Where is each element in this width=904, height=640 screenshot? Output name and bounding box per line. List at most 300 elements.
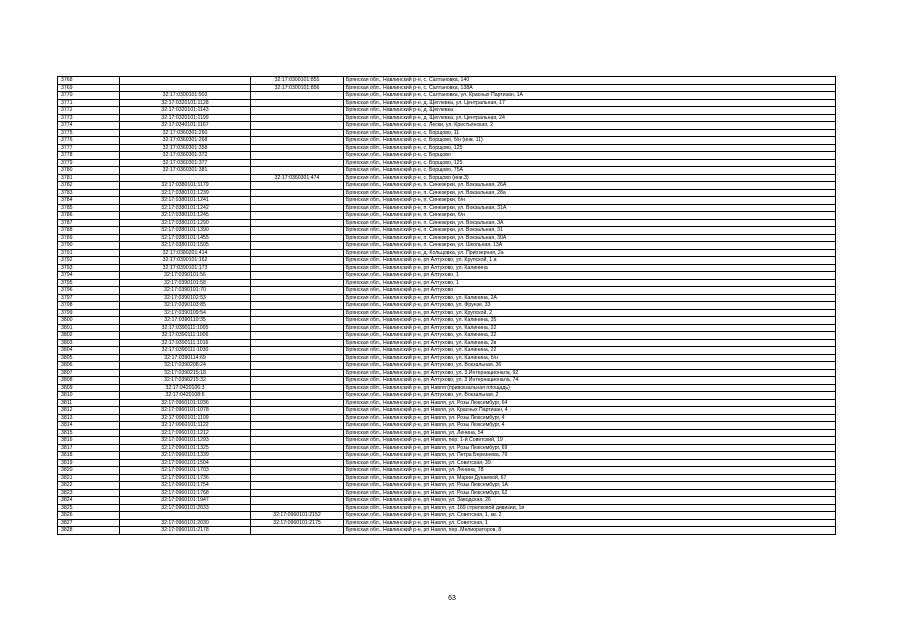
- related-cadastral-number-cell: [251, 272, 344, 280]
- table-row: [58, 122, 836, 130]
- cadastral-number-cell: 32:17:0420106:3: [120, 384, 251, 392]
- related-cadastral-number-cell: [251, 362, 344, 370]
- related-cadastral-number-cell: 32:17:0300101:856: [251, 84, 344, 92]
- table-row: [58, 377, 836, 385]
- address-cell: Брянская обл., Навлинский р-н, п. Синезерки, ул. Вокзальная, 30А: [344, 234, 836, 242]
- cadastral-number-cell: 32:17:0960101:1754: [120, 482, 251, 490]
- row-number-cell: 3826: [58, 512, 120, 520]
- cadastral-number-cell: 32:17:0390102:53: [120, 294, 251, 302]
- address-cell: Брянская обл., Навлинский р-н, рп Алтухово, ул. Калинина, 2А: [344, 294, 836, 302]
- address-cell: Брянская обл., Навлинский р-н, п. Синезерки, ул. Вокзальная, 26А: [344, 182, 836, 190]
- table-row: [58, 474, 836, 482]
- table-row: [58, 99, 836, 107]
- row-number-cell: 3796: [58, 287, 120, 295]
- cadastral-number-cell: 32:17:0380201:414: [120, 249, 251, 257]
- related-cadastral-number-cell: [251, 444, 344, 452]
- table-row: [58, 159, 836, 167]
- related-cadastral-number-cell: 32:17:0300101:855: [251, 77, 344, 85]
- address-cell: Брянская обл., Навлинский р-н, с. Салтановка, 138А: [344, 84, 836, 92]
- address-cell: Брянская обл., Навлинский р-н, рп Навля, ул. Розы Люксембург, 69: [344, 444, 836, 452]
- row-number-cell: 3784: [58, 197, 120, 205]
- cadastral-number-cell: 32:17:0390111:1005: [120, 324, 251, 332]
- related-cadastral-number-cell: [251, 122, 344, 130]
- cadastral-number-cell: 32:17:0960101:1504: [120, 459, 251, 467]
- cadastral-number-cell: 32:17:0360301:260: [120, 129, 251, 137]
- cadastral-number-cell: 32:17:0380101:1241: [120, 197, 251, 205]
- table-row: [58, 422, 836, 430]
- address-cell: Брянская обл., Навлинский р-н, п. Синезерки, ул. Вокзальная, 31А: [344, 204, 836, 212]
- cadastral-number-cell: 32:17:0390215:18: [120, 369, 251, 377]
- row-number-cell: 3824: [58, 497, 120, 505]
- table-row: [58, 399, 836, 407]
- table-row: [58, 264, 836, 272]
- cadastral-number-cell: 32:17:0390101:70: [120, 287, 251, 295]
- address-cell: Брянская обл., Навлинский р-н, рп Навля, ул. Розы Люксембург, 1А: [344, 482, 836, 490]
- related-cadastral-number-cell: [251, 459, 344, 467]
- row-number-cell: 3803: [58, 339, 120, 347]
- row-number-cell: 3819: [58, 459, 120, 467]
- row-number-cell: 3801: [58, 324, 120, 332]
- table-row: [58, 219, 836, 227]
- row-number-cell: 3818: [58, 452, 120, 460]
- row-number-cell: 3782: [58, 182, 120, 190]
- address-cell: Брянская обл., Навлинский р-н, рп Навля, ул. Заводская, 26: [344, 497, 836, 505]
- table-row: [58, 249, 836, 257]
- address-cell: Брянская обл., Навлинский р-н, рп Алтухово, ул. Вокзальная, 2: [344, 392, 836, 400]
- table-row: [58, 497, 836, 505]
- cadastral-number-cell: 32:17:0420108:6: [120, 392, 251, 400]
- cadastral-number-cell: 32:17:0960101:1768: [120, 489, 251, 497]
- address-cell: Брянская обл., Навлинский р-н, п. Синезерки, ул. Вокзальная, 28а: [344, 189, 836, 197]
- address-cell: Брянская обл., Навлинский р-н, с. Борщово, 125: [344, 159, 836, 167]
- related-cadastral-number-cell: [251, 302, 344, 310]
- related-cadastral-number-cell: 32:17:0960101:2152: [251, 512, 344, 520]
- row-number-cell: 3813: [58, 414, 120, 422]
- row-number-cell: 3811: [58, 399, 120, 407]
- address-cell: Брянская обл., Навлинский р-н, рп Навля, ул. Розы Люксембург, 4: [344, 414, 836, 422]
- table-row: [58, 392, 836, 400]
- cadastral-number-cell: 32:17:0380101:1455: [120, 234, 251, 242]
- address-cell: Брянская обл., Навлинский р-н, рп Алтухово, ул. Калинина, 22: [344, 324, 836, 332]
- address-cell: Брянская обл., Навлинский р-н, рп Навля, ул. Советская, 39: [344, 459, 836, 467]
- table-row: [58, 174, 836, 182]
- table-row: [58, 482, 836, 490]
- address-cell: Брянская обл., Навлинский р-н, с. Салтановка, 140: [344, 77, 836, 85]
- related-cadastral-number-cell: [251, 287, 344, 295]
- table-row: [58, 332, 836, 340]
- related-cadastral-number-cell: [251, 324, 344, 332]
- table-row: [58, 167, 836, 175]
- related-cadastral-number-cell: [251, 452, 344, 460]
- cadastral-number-cell: 32:17:0960101:1947: [120, 497, 251, 505]
- cadastral-number-cell: [120, 77, 251, 85]
- cadastral-number-cell: 32:17:0380101:1242: [120, 204, 251, 212]
- related-cadastral-number-cell: 32:17:0360301:474: [251, 174, 344, 182]
- cadastral-number-cell: 32:17:0380101:1505: [120, 242, 251, 250]
- cadastral-number-cell: 32:17:0390208:24: [120, 362, 251, 370]
- address-cell: Брянская обл., Навлинский р-н, рп Алтухово, ул. Вокзальная, 36: [344, 362, 836, 370]
- address-cell: Брянская обл., Навлинский р-н, рп Алтухово, ул. Крупской, 1 а: [344, 257, 836, 265]
- related-cadastral-number-cell: [251, 294, 344, 302]
- related-cadastral-number-cell: [251, 197, 344, 205]
- row-number-cell: 3780: [58, 167, 120, 175]
- cadastral-number-cell: 32:17:0380101:1239: [120, 189, 251, 197]
- cadastral-number-cell: 32:17:0960101:2030: [120, 519, 251, 527]
- table-row: [58, 519, 836, 527]
- address-cell: Брянская обл., Навлинский р-н, с. Борщово, 11: [344, 129, 836, 137]
- table-row: [58, 362, 836, 370]
- related-cadastral-number-cell: [251, 489, 344, 497]
- row-number-cell: 3807: [58, 369, 120, 377]
- related-cadastral-number-cell: [251, 437, 344, 445]
- row-number-cell: 3776: [58, 137, 120, 145]
- row-number-cell: 3798: [58, 302, 120, 310]
- cadastral-number-cell: 32:17:0960101:1339: [120, 452, 251, 460]
- table-row: [58, 407, 836, 415]
- address-cell: Брянская обл., Навлинский р-н, д. Щеглевка, ул. Центральная, 24: [344, 114, 836, 122]
- row-number-cell: 3775: [58, 129, 120, 137]
- table-row: [58, 234, 836, 242]
- row-number-cell: 3773: [58, 114, 120, 122]
- cadastral-number-cell: 32:17:0360301:377: [120, 159, 251, 167]
- related-cadastral-number-cell: [251, 107, 344, 115]
- cadastral-number-cell: 32:17:0390101:56: [120, 272, 251, 280]
- table-row: [58, 347, 836, 355]
- table-row: [58, 294, 836, 302]
- table-row: [58, 504, 836, 512]
- row-number-cell: 3795: [58, 279, 120, 287]
- row-number-cell: 3816: [58, 437, 120, 445]
- cadastral-number-cell: 32:17:0300101:903: [120, 92, 251, 100]
- table-row: [58, 527, 836, 535]
- row-number-cell: 3793: [58, 264, 120, 272]
- address-cell: Брянская обл., Навлинский р-н, п. Синезерки, ул. Вокзальная, 3А: [344, 219, 836, 227]
- table-row: [58, 489, 836, 497]
- row-number-cell: 3802: [58, 332, 120, 340]
- related-cadastral-number-cell: [251, 369, 344, 377]
- page-number: 63: [448, 595, 456, 602]
- cadastral-number-cell: 32:17:0390103:85: [120, 302, 251, 310]
- table-row: [58, 459, 836, 467]
- cadastral-number-cell: 32:17:0320101:1128: [120, 99, 251, 107]
- address-cell: Брянская обл., Навлинский р-н, п. Синезерки, ул. Вокзальная, 31: [344, 227, 836, 235]
- row-number-cell: 3806: [58, 362, 120, 370]
- row-number-cell: 3786: [58, 212, 120, 220]
- related-cadastral-number-cell: [251, 467, 344, 475]
- row-number-cell: 3790: [58, 242, 120, 250]
- row-number-cell: 3812: [58, 407, 120, 415]
- row-number-cell: 3777: [58, 144, 120, 152]
- related-cadastral-number-cell: [251, 384, 344, 392]
- address-cell: Брянская обл., Навлинский р-н, с. Салтановка, ул. Красных Партизан, 1А: [344, 92, 836, 100]
- related-cadastral-number-cell: [251, 399, 344, 407]
- address-cell: Брянская обл., Навлинский р-н, с. Лески, ул. Крестьянская, 2: [344, 122, 836, 130]
- related-cadastral-number-cell: [251, 429, 344, 437]
- table-row: [58, 272, 836, 280]
- address-cell: Брянская обл., Навлинский р-н, рп Алтухово, ул. 3 Интернационала, 92: [344, 369, 836, 377]
- address-cell: Брянская обл., Навлинский р-н, рп Алтухово, ул. Калинина, б/н: [344, 354, 836, 362]
- row-number-cell: 3794: [58, 272, 120, 280]
- row-number-cell: 3768: [58, 77, 120, 85]
- related-cadastral-number-cell: [251, 227, 344, 235]
- table-row: [58, 204, 836, 212]
- row-number-cell: 3774: [58, 122, 120, 130]
- related-cadastral-number-cell: [251, 279, 344, 287]
- table-row: [58, 512, 836, 520]
- table-row: [58, 317, 836, 325]
- cadastral-number-cell: 32:17:0960101:2178: [120, 527, 251, 535]
- table-row: [58, 369, 836, 377]
- cadastral-number-cell: 32:17:0960101:1736: [120, 474, 251, 482]
- address-cell: Брянская обл., Навлинский р-н, д. Щеглевка: [344, 107, 836, 115]
- row-number-cell: 3800: [58, 317, 120, 325]
- related-cadastral-number-cell: [251, 474, 344, 482]
- row-number-cell: 3808: [58, 377, 120, 385]
- table-row: [58, 137, 836, 145]
- table-row: [58, 92, 836, 100]
- address-cell: Брянская обл., Навлинский р-н, рп Навля, ул. Советская, 1, кв. 2: [344, 512, 836, 520]
- row-number-cell: 3821: [58, 474, 120, 482]
- table-row: [58, 384, 836, 392]
- address-cell: Брянская обл., Навлинский р-н, п. Синезерки, б/н: [344, 197, 836, 205]
- table-row: [58, 437, 836, 445]
- related-cadastral-number-cell: [251, 317, 344, 325]
- table-row: [58, 302, 836, 310]
- table-row: [58, 242, 836, 250]
- address-cell: Брянская обл., Навлинский р-н, рп Алтухово, ул. Калинина, 2в: [344, 339, 836, 347]
- related-cadastral-number-cell: [251, 309, 344, 317]
- related-cadastral-number-cell: [251, 392, 344, 400]
- address-cell: Брянская обл., Навлинский р-н, с. Борщово, 75А: [344, 167, 836, 175]
- table-row: [58, 324, 836, 332]
- address-cell: Брянская обл., Навлинский р-н, рп Навля, ул. Розы Люксембург, 64: [344, 399, 836, 407]
- property-table: [57, 76, 836, 535]
- address-cell: Брянская обл., Навлинский р-н, п. Синезерки, ул. Школьная, 13А: [344, 242, 836, 250]
- cadastral-number-cell: 32:17:0960101:1078: [120, 407, 251, 415]
- row-number-cell: 3822: [58, 482, 120, 490]
- address-cell: Брянская обл., Навлинский р-н, рп Навля, ул. Петра Березнева, 79: [344, 452, 836, 460]
- row-number-cell: 3828: [58, 527, 120, 535]
- related-cadastral-number-cell: [251, 422, 344, 430]
- related-cadastral-number-cell: [251, 152, 344, 160]
- cadastral-number-cell: 32:17:0390109:54: [120, 309, 251, 317]
- cadastral-number-cell: 32:17:0960101:1109: [120, 414, 251, 422]
- table-row: [58, 114, 836, 122]
- row-number-cell: 3783: [58, 189, 120, 197]
- row-number-cell: 3809: [58, 384, 120, 392]
- address-cell: Брянская обл., Навлинский р-н, рп Навля, ул. Ленина, 54: [344, 429, 836, 437]
- table-row: [58, 197, 836, 205]
- row-number-cell: 3825: [58, 504, 120, 512]
- row-number-cell: 3817: [58, 444, 120, 452]
- cadastral-number-cell: 32:17:0390111:1030: [120, 347, 251, 355]
- address-cell: Брянская обл., Навлинский р-н, с. Борщово (инв.3): [344, 174, 836, 182]
- row-number-cell: 3814: [58, 422, 120, 430]
- row-number-cell: 3771: [58, 99, 120, 107]
- cadastral-number-cell: 32:17:0960101:1703: [120, 467, 251, 475]
- related-cadastral-number-cell: [251, 242, 344, 250]
- table-row: [58, 339, 836, 347]
- table-row: [58, 129, 836, 137]
- cadastral-number-cell: 32:17:0390111:1006: [120, 332, 251, 340]
- table-row: [58, 189, 836, 197]
- cadastral-number-cell: 32:17:0320101:1143: [120, 107, 251, 115]
- address-cell: Брянская обл., Навлинский р-н, с. Борщово, 125: [344, 144, 836, 152]
- related-cadastral-number-cell: [251, 137, 344, 145]
- address-cell: Брянская обл., Навлинский р-н, рп Навля (привокзальная площадь): [344, 384, 836, 392]
- row-number-cell: 3781: [58, 174, 120, 182]
- cadastral-number-cell: 32:17:0380101:1179: [120, 182, 251, 190]
- address-cell: Брянская обл., Навлинский р-н, рп Алтухово: [344, 287, 836, 295]
- cadastral-number-cell: 32:17:0960101:1325: [120, 444, 251, 452]
- table-row: [58, 107, 836, 115]
- row-number-cell: 3769: [58, 84, 120, 92]
- address-cell: Брянская обл., Навлинский р-н, рп Навля, пер. Мелиораторов, 8: [344, 527, 836, 535]
- cadastral-number-cell: 32:17:0390110:35: [120, 317, 251, 325]
- cadastral-number-cell: 32:17:0390101:173: [120, 264, 251, 272]
- address-cell: Брянская обл., Навлинский р-н, с. Борщово, б/н (инв. 11): [344, 137, 836, 145]
- address-cell: Брянская обл., Навлинский р-н, рп Навля, ул. Красных Партизан, 4: [344, 407, 836, 415]
- address-cell: Брянская обл., Навлинский р-н, рп Алтухово, ул. Калинина: [344, 264, 836, 272]
- row-number-cell: 3778: [58, 152, 120, 160]
- row-number-cell: 3787: [58, 219, 120, 227]
- related-cadastral-number-cell: [251, 129, 344, 137]
- address-cell: Брянская обл., Навлинский р-н, рп Алтухово, ул. 3 Интернационала, 74: [344, 377, 836, 385]
- row-number-cell: 3823: [58, 489, 120, 497]
- row-number-cell: 3789: [58, 234, 120, 242]
- address-cell: Брянская обл., Навлинский р-н, рп Навля, ул. Розы Люксембург, 4: [344, 422, 836, 430]
- row-number-cell: 3792: [58, 257, 120, 265]
- table-row: [58, 429, 836, 437]
- cadastral-number-cell: 32:17:0960101:1293: [120, 437, 251, 445]
- cadastral-number-cell: [120, 174, 251, 182]
- cadastral-number-cell: 32:17:0360301:381: [120, 167, 251, 175]
- table-row: [58, 279, 836, 287]
- table-row: [58, 452, 836, 460]
- related-cadastral-number-cell: [251, 257, 344, 265]
- related-cadastral-number-cell: [251, 504, 344, 512]
- cadastral-number-cell: 32:17:0960101:1212: [120, 429, 251, 437]
- cadastral-number-cell: 32:17:0340101:1167: [120, 122, 251, 130]
- row-number-cell: 3779: [58, 159, 120, 167]
- table-row: [58, 257, 836, 265]
- related-cadastral-number-cell: [251, 159, 344, 167]
- related-cadastral-number-cell: [251, 234, 344, 242]
- row-number-cell: 3770: [58, 92, 120, 100]
- address-cell: Брянская обл., Навлинский р-н, рп Алтухово, ул. Калинина, 32: [344, 332, 836, 340]
- address-cell: Брянская обл., Навлинский р-н, рп Алтухово, ул. Калинина, 22: [344, 347, 836, 355]
- cadastral-number-cell: 32:17:0960101:2033: [120, 504, 251, 512]
- address-cell: Брянская обл., Навлинский р-н, рп Навля, пер. 1-й Советский, 19: [344, 437, 836, 445]
- cadastral-number-cell: 32:17:0390215:32: [120, 377, 251, 385]
- address-cell: Брянская обл., Навлинский р-н, рп Навля, ул. Марии Дунаевой, 67: [344, 474, 836, 482]
- related-cadastral-number-cell: [251, 497, 344, 505]
- property-table-body: [58, 77, 836, 535]
- related-cadastral-number-cell: [251, 407, 344, 415]
- address-cell: Брянская обл., Навлинский р-н, рп Навля, ул. Советская, 1: [344, 519, 836, 527]
- related-cadastral-number-cell: [251, 249, 344, 257]
- address-cell: Брянская обл., Навлинский р-н, рп Навля, ул. Розы Люксембург, 62: [344, 489, 836, 497]
- row-number-cell: 3791: [58, 249, 120, 257]
- cadastral-number-cell: 32:17:0380101:1390: [120, 227, 251, 235]
- related-cadastral-number-cell: [251, 189, 344, 197]
- related-cadastral-number-cell: 32:17:0960101:2175: [251, 519, 344, 527]
- related-cadastral-number-cell: [251, 114, 344, 122]
- row-number-cell: 3815: [58, 429, 120, 437]
- address-cell: Брянская обл., Навлинский р-н, рп Алтухово, ул. Фрунзе, 33: [344, 302, 836, 310]
- related-cadastral-number-cell: [251, 414, 344, 422]
- cadastral-number-cell: [120, 512, 251, 520]
- address-cell: Брянская обл., Навлинский р-н, рп Навля, ул. 169 стрелковой дивизии, 1в: [344, 504, 836, 512]
- table-row: [58, 152, 836, 160]
- row-number-cell: 3804: [58, 347, 120, 355]
- table-row: [58, 309, 836, 317]
- related-cadastral-number-cell: [251, 212, 344, 220]
- table-row: [58, 77, 836, 85]
- cadastral-number-cell: 32:17:0390114:69: [120, 354, 251, 362]
- row-number-cell: 3785: [58, 204, 120, 212]
- table-row: [58, 182, 836, 190]
- row-number-cell: 3797: [58, 294, 120, 302]
- related-cadastral-number-cell: [251, 339, 344, 347]
- row-number-cell: 3827: [58, 519, 120, 527]
- row-number-cell: 3799: [58, 309, 120, 317]
- row-number-cell: 3805: [58, 354, 120, 362]
- row-number-cell: 3772: [58, 107, 120, 115]
- related-cadastral-number-cell: [251, 92, 344, 100]
- table-row: [58, 414, 836, 422]
- table-row: [58, 144, 836, 152]
- address-cell: Брянская обл., Навлинский р-н, рп Алтухово, 1: [344, 272, 836, 280]
- cadastral-number-cell: 32:17:0320101:1199: [120, 114, 251, 122]
- address-cell: Брянская обл., Навлинский р-н, с. Борщово: [344, 152, 836, 160]
- table-row: [58, 227, 836, 235]
- address-cell: Брянская обл., Навлинский р-н, рп Алтухово, ул. Крупской, 2: [344, 309, 836, 317]
- cadastral-number-cell: 32:17:0390111:1016: [120, 339, 251, 347]
- related-cadastral-number-cell: [251, 99, 344, 107]
- related-cadastral-number-cell: [251, 219, 344, 227]
- related-cadastral-number-cell: [251, 482, 344, 490]
- related-cadastral-number-cell: [251, 332, 344, 340]
- cadastral-number-cell: 32:17:0390101:162: [120, 257, 251, 265]
- table-row: [58, 84, 836, 92]
- row-number-cell: 3788: [58, 227, 120, 235]
- table-row: [58, 287, 836, 295]
- row-number-cell: 3810: [58, 392, 120, 400]
- table-row: [58, 467, 836, 475]
- address-cell: Брянская обл., Навлинский р-н, д. Кольцовка, ул. Приозерная, 2а: [344, 249, 836, 257]
- cadastral-number-cell: 32:17:0960101:1122: [120, 422, 251, 430]
- cadastral-number-cell: 32:17:0960101:1036: [120, 399, 251, 407]
- cadastral-number-cell: 32:17:0380101:1245: [120, 212, 251, 220]
- related-cadastral-number-cell: [251, 354, 344, 362]
- cadastral-number-cell: 32:17:0360301:358: [120, 144, 251, 152]
- related-cadastral-number-cell: [251, 527, 344, 535]
- cadastral-number-cell: 32:17:0360301:372: [120, 152, 251, 160]
- address-cell: Брянская обл., Навлинский р-н, рп Алтухово, 1: [344, 279, 836, 287]
- related-cadastral-number-cell: [251, 204, 344, 212]
- related-cadastral-number-cell: [251, 167, 344, 175]
- related-cadastral-number-cell: [251, 347, 344, 355]
- address-cell: Брянская обл., Навлинский р-н, п. Синезерки, б/н: [344, 212, 836, 220]
- related-cadastral-number-cell: [251, 264, 344, 272]
- cadastral-number-cell: 32:17:0390101:58: [120, 279, 251, 287]
- address-cell: Брянская обл., Навлинский р-н, рп Навля, ул. Ленина, 78: [344, 467, 836, 475]
- row-number-cell: 3820: [58, 467, 120, 475]
- address-cell: Брянская обл., Навлинский р-н, д. Щеглевка, ул. Центральная, 17: [344, 99, 836, 107]
- cadastral-number-cell: 32:17:0360301:268: [120, 137, 251, 145]
- related-cadastral-number-cell: [251, 144, 344, 152]
